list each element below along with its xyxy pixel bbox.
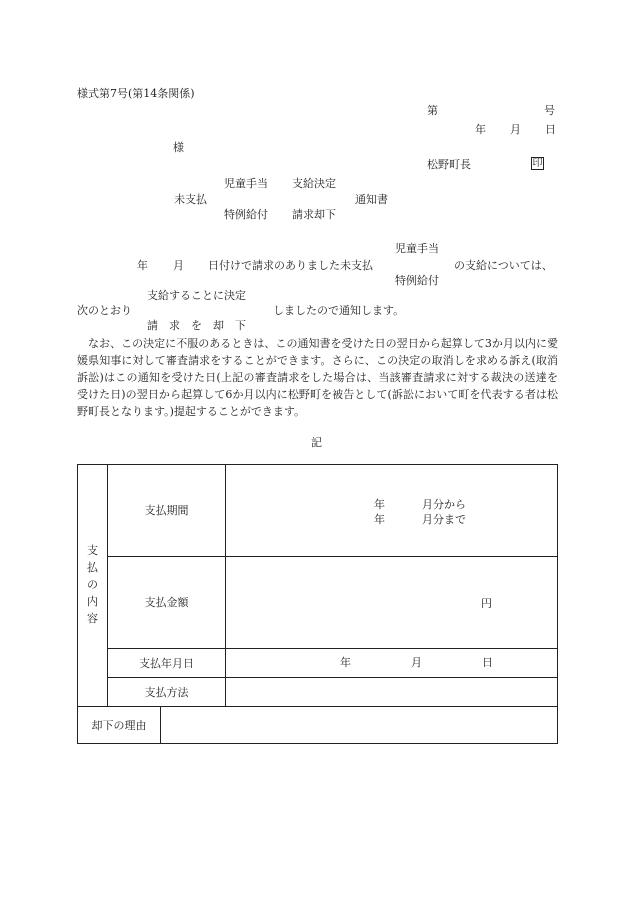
body-option-shikyu: 支給することに決定: [147, 289, 246, 302]
payment-date-year: 年: [340, 656, 351, 669]
addressee-honorific: 様: [173, 141, 184, 154]
issue-date-day: 日: [545, 123, 556, 136]
body-next-end: しましたので通知します。: [273, 304, 405, 317]
period-from-month: 月分から: [422, 498, 466, 511]
payment-date-label: 支払年月日: [139, 656, 194, 670]
period-to-year: 年: [374, 513, 385, 526]
payment-period-label: 支払期間: [144, 504, 189, 517]
sender-name: 松野町長: [427, 158, 471, 171]
payment-date-day: 日: [482, 656, 493, 669]
title-option-tokurei: 特例給付: [224, 208, 268, 221]
title-option-jido: 児童手当: [224, 177, 268, 190]
rejection-reason-label: 却下の理由: [91, 719, 147, 732]
payment-details-table: [77, 464, 558, 744]
appeal-notice: なお、この決定に不服のあるときは、この通知書を受けた日の翌日から起算して3か月以内に愛媛県知事に対して審査請求をすることができます。さらに、この決定の取消しを求める訴え(取消訴訟)はこの通知を受けた日(上記の審査請求をした場合は、当該審査請求に対する裁決の送達を受けた日)の翌日から起算して6か月以内に松野町を被告として(訴訟において町を代表する者は松野町長となります。)提起することができます。: [77, 337, 558, 418]
body-claim-end: の支給については、: [454, 259, 553, 272]
seal-mark: 印: [532, 157, 543, 169]
body-claim-text: 日付けで請求のありました未支払: [208, 259, 373, 272]
body-claim-year: 年: [137, 259, 148, 272]
payment-content-group-label: 支 払 の 内 容: [87, 544, 98, 625]
payment-date-month: 月: [411, 656, 422, 669]
title-option-shikyu: 支給決定: [292, 177, 336, 190]
period-to-month: 月分まで: [422, 513, 466, 526]
body-next-start: 次のとおり: [77, 304, 132, 317]
body-option-jido: 児童手当: [395, 242, 439, 255]
doc-number-suffix: 号: [544, 104, 555, 117]
ki-heading: 記: [311, 436, 322, 449]
body-option-kyakka: 請 求 を 却 下: [147, 319, 246, 332]
body-claim-month: 月: [173, 259, 184, 272]
issue-date-month: 月: [510, 123, 521, 136]
doc-number-prefix: 第: [427, 104, 438, 117]
issue-date-year: 年: [475, 123, 486, 136]
amount-unit: 円: [481, 597, 492, 610]
body-option-tokurei: 特例給付: [395, 274, 439, 287]
title-prefix: 未支払: [174, 193, 207, 206]
payment-method-label: 支払方法: [144, 685, 189, 699]
payment-amount-label: 支払金額: [144, 596, 189, 609]
period-from-year: 年: [374, 498, 385, 511]
title-suffix: 通知書: [355, 193, 388, 206]
title-option-kyakka: 請求却下: [292, 208, 336, 221]
form-number: 様式第7号(第14条関係): [77, 87, 195, 100]
